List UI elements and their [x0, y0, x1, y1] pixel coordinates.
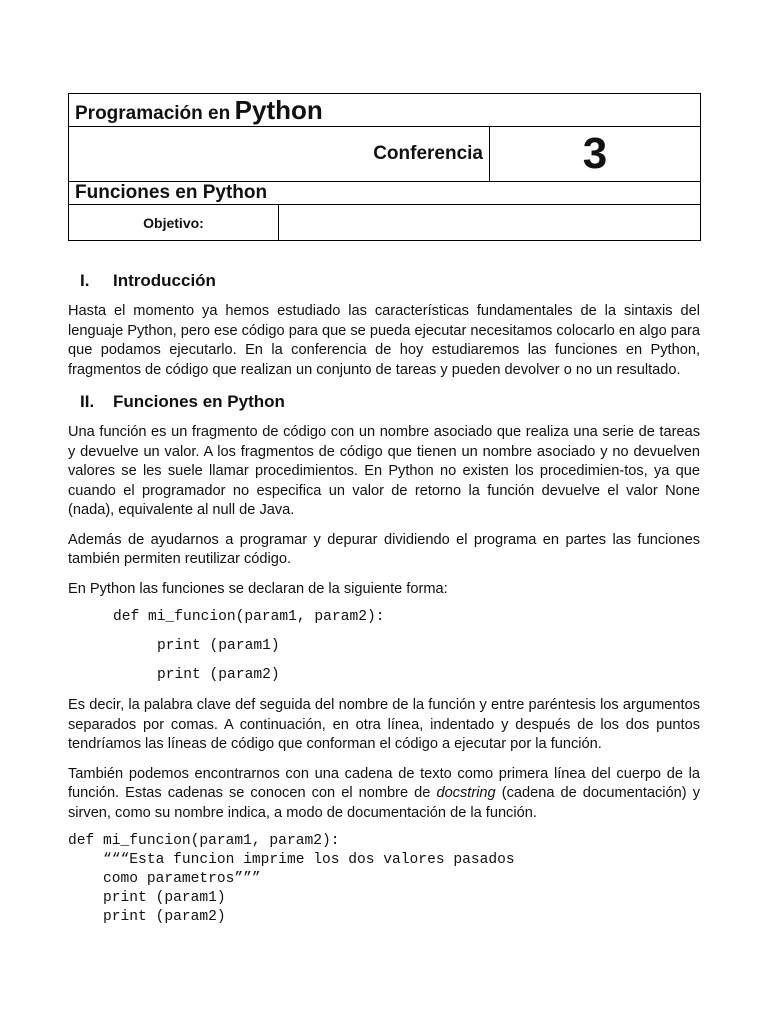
section-title: Introducción — [113, 271, 216, 290]
code-block-docstring — [68, 832, 700, 927]
code-line: “““Esta funcion imprime los dos valores pasados — [68, 852, 515, 868]
conference-number: 3 — [490, 127, 701, 182]
code-line: print (param2) — [68, 909, 226, 925]
course-title-language: Python — [234, 94, 323, 125]
paragraph-reutilizar: Además de ayudarnos a programar y depurar dividiendo el programa en partes las funciones también permiten reutilizar código. — [68, 531, 700, 567]
code-line: print (param1) — [157, 638, 280, 654]
code-line: def mi_funcion(param1, param2): — [68, 833, 340, 849]
objective-label: Objetivo: — [69, 205, 279, 241]
paragraph-declaracion: En Python las funciones se declaran de la siguiente forma: — [68, 580, 448, 597]
docstring-text-after: (cadena de documentación) y sirven, como su nombre indica, a modo de documentación de la función. — [68, 785, 700, 821]
lecture-topic: Funciones en Python — [69, 182, 701, 205]
code-line: def mi_funcion(param1, param2): — [113, 609, 385, 625]
section-title: Funciones en Python — [113, 392, 285, 411]
paragraph-docstring — [68, 765, 700, 824]
section-heading-funciones — [68, 392, 700, 412]
code-line: print (param1) — [68, 890, 226, 906]
code-line: como parametros””” — [68, 871, 261, 887]
paragraph-explicacion: Es decir, la palabra clave def seguida del nombre de la función y entre paréntesis los argumentos separados por comas. A continuación, en otra línea, indentado y después de los dos puntos tendríamos las líneas de código que conforman el código a ejecutar por la función. — [68, 697, 700, 752]
docstring-text-before: También podemos encontrarnos con una cadena de texto como primera línea del cuerpo de la función. Estas cadenas se conocen con el nombre de — [68, 765, 700, 801]
section-number: II. — [80, 392, 95, 411]
docstring-term: docstring — [436, 785, 496, 801]
paragraph-introduccion: Hasta el momento ya hemos estudiado las características fundamentales de la sintaxis del lenguaje Python, pero ese código para que se pueda ejecutar necesitamos colocarlo en algo para que podamos ejecutarlo. En la conferencia de hoy estudiaremos las funciones en Python, fragmentos de código que realizan un conjunto de tareas y pueden devolver o no un resultado. — [68, 303, 701, 378]
objective-value — [279, 205, 701, 241]
conference-label: Conferencia — [69, 127, 490, 182]
document-page — [68, 93, 700, 927]
course-title-prefix: Programación en — [75, 102, 231, 124]
course-title — [69, 94, 701, 127]
header-table — [68, 93, 701, 241]
section-heading-introduccion — [68, 271, 700, 291]
section-number: I. — [80, 271, 90, 290]
code-line: print (param2) — [157, 667, 280, 683]
paragraph-definicion-funcion: Una función es un fragmento de código con un nombre asociado que realiza una serie de tareas y devuelve un valor. A los fragmentos de código que tienen un nombre asociado y no devuelven valores se les suele llamar procedimientos. En Python no existen los procedimien-tos, ya que cuando el programador no especifica un valor de retorno la función devuelve el valor None (nada), equivalente al null de Java. — [68, 424, 700, 518]
